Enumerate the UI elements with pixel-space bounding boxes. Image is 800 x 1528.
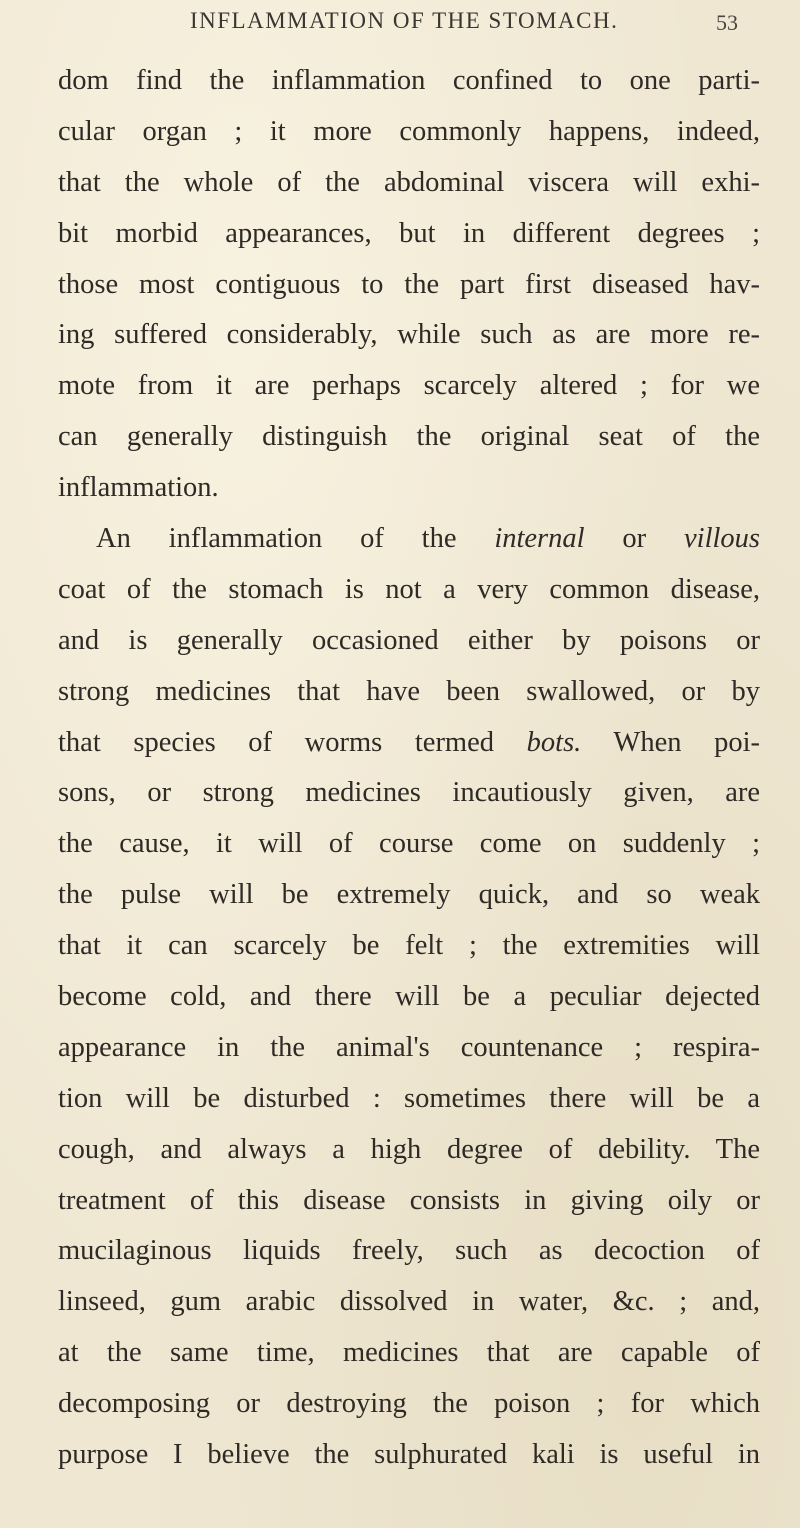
text-line: bit morbid appearances, but in different degrees ; — [58, 217, 760, 249]
text-line: sons, or strong medicines incautiously given, are — [58, 777, 760, 809]
page-number: 53 — [716, 10, 738, 35]
line-segment: or — [622, 523, 647, 555]
text-line: cular organ ; it more commonly happens, indeed, — [58, 115, 760, 147]
text-line: can generally distinguish the original seat of the — [58, 421, 760, 453]
italic-term: bots. — [526, 726, 582, 758]
text-line: ing suffered considerably, while such as are more re- — [58, 319, 760, 351]
text-line — [58, 514, 760, 565]
text-line: purpose I believe the sulphurated kali is useful in — [58, 1439, 760, 1471]
line-segment: that species of worms termed — [58, 726, 495, 758]
text-line: tion will be disturbed : sometimes there will be a — [58, 1082, 760, 1114]
text-line — [58, 718, 760, 769]
text-line: that it can scarcely be felt ; the extremities will — [58, 930, 760, 962]
body-text — [58, 56, 760, 1481]
italic-term: internal — [494, 523, 585, 555]
text-line: those most contiguous to the part first diseased hav- — [58, 268, 760, 300]
text-line: cough, and always a high degree of debility. The — [58, 1133, 760, 1165]
text-line: become cold, and there will be a peculiar dejected — [58, 981, 760, 1013]
running-head: INFLAMMATION OF THE STOMACH. — [190, 8, 619, 33]
text-line: dom find the inflammation confined to one parti- — [58, 65, 760, 96]
text-line: the cause, it will of course come on suddenly ; — [58, 828, 760, 860]
line-segment: An inflammation of the — [96, 523, 457, 555]
page-header — [190, 8, 660, 38]
text-line: inflammation. — [58, 472, 219, 504]
text-line: the pulse will be extremely quick, and so weak — [58, 879, 760, 911]
text-line: and is generally occasioned either by poisons or — [58, 624, 760, 656]
text-line: mucilaginous liquids freely, such as decoction of — [58, 1235, 760, 1267]
text-line: coat of the stomach is not a very common disease, — [58, 573, 760, 605]
line-segment: When poi- — [613, 726, 761, 758]
text-line: appearance in the animal's countenance ; respira- — [58, 1031, 760, 1063]
italic-term: villous — [684, 523, 760, 555]
text-line: mote from it are perhaps scarcely altered ; for we — [58, 370, 760, 402]
text-line: strong medicines that have been swallowed, or by — [58, 675, 760, 707]
text-line: treatment of this disease consists in giving oily or — [58, 1184, 760, 1216]
text-line: at the same time, medicines that are capable of — [58, 1337, 760, 1369]
text-line: linseed, gum arabic dissolved in water, &c. ; and, — [58, 1286, 760, 1318]
text-line: that the whole of the abdominal viscera will exhi- — [58, 166, 760, 198]
text-line: decomposing or destroying the poison ; for which — [58, 1388, 760, 1420]
